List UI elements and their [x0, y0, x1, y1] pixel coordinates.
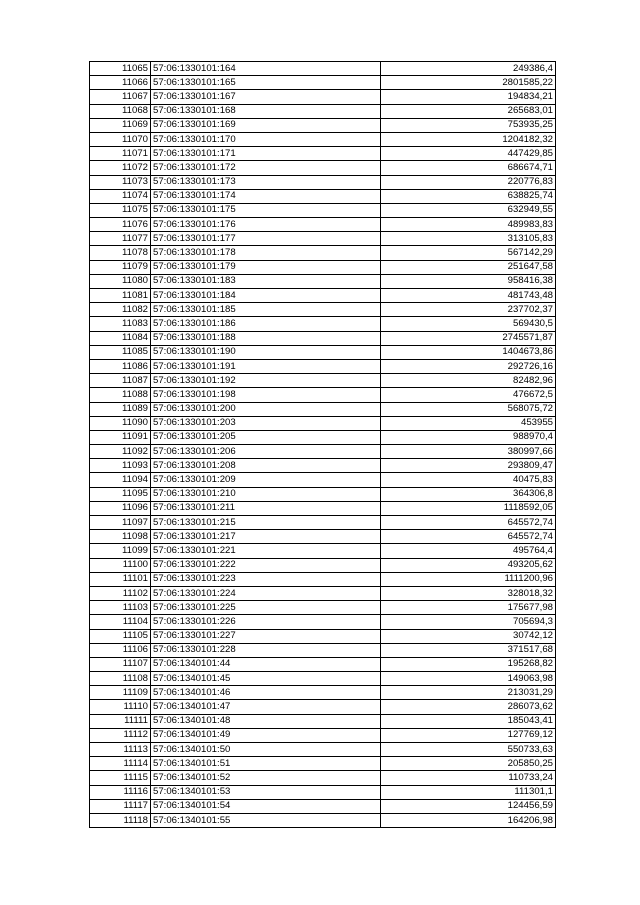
- cadastral-number-cell: 57:06:1330101:206: [151, 445, 381, 459]
- table-row: [90, 260, 556, 274]
- table-body: [90, 62, 556, 828]
- table-row: [90, 615, 556, 629]
- cadastral-number-cell: 57:06:1330101:203: [151, 416, 381, 430]
- row-number-cell: 11082: [90, 303, 151, 317]
- cadastral-value-cell: 124456,59: [381, 799, 556, 813]
- row-number-cell: 11067: [90, 90, 151, 104]
- cadastral-value-cell: 251647,58: [381, 260, 556, 274]
- cadastral-number-cell: 57:06:1340101:54: [151, 799, 381, 813]
- row-number-cell: 11079: [90, 260, 151, 274]
- row-number-cell: 11111: [90, 714, 151, 728]
- cadastral-number-cell: 57:06:1330101:215: [151, 516, 381, 530]
- cadastral-value-cell: 1404673,86: [381, 345, 556, 359]
- cadastral-value-cell: 195268,82: [381, 657, 556, 671]
- cadastral-number-cell: 57:06:1330101:177: [151, 232, 381, 246]
- row-number-cell: 11112: [90, 728, 151, 742]
- cadastral-value-cell: 550733,63: [381, 743, 556, 757]
- cadastral-value-cell: 111301,1: [381, 785, 556, 799]
- cadastral-number-cell: 57:06:1330101:175: [151, 203, 381, 217]
- cadastral-number-cell: 57:06:1340101:44: [151, 657, 381, 671]
- table-row: [90, 232, 556, 246]
- row-number-cell: 11083: [90, 317, 151, 331]
- table-row: [90, 487, 556, 501]
- row-number-cell: 11084: [90, 331, 151, 345]
- cadastral-value-cell: 149063,98: [381, 672, 556, 686]
- cadastral-number-cell: 57:06:1330101:227: [151, 629, 381, 643]
- cadastral-value-cell: 686674,71: [381, 161, 556, 175]
- table-row: [90, 672, 556, 686]
- cadastral-number-cell: 57:06:1330101:222: [151, 558, 381, 572]
- cadastral-value-cell: 705694,3: [381, 615, 556, 629]
- table-row: [90, 757, 556, 771]
- cadastral-number-cell: 57:06:1330101:176: [151, 218, 381, 232]
- row-number-cell: 11069: [90, 118, 151, 132]
- cadastral-number-cell: 57:06:1330101:171: [151, 147, 381, 161]
- row-number-cell: 11080: [90, 274, 151, 288]
- row-number-cell: 11100: [90, 558, 151, 572]
- table-row: [90, 601, 556, 615]
- cadastral-number-cell: 57:06:1340101:49: [151, 728, 381, 742]
- row-number-cell: 11089: [90, 402, 151, 416]
- cadastral-number-cell: 57:06:1330101:210: [151, 487, 381, 501]
- row-number-cell: 11081: [90, 289, 151, 303]
- table-row: [90, 161, 556, 175]
- cadastral-value-cell: 493205,62: [381, 558, 556, 572]
- row-number-cell: 11075: [90, 203, 151, 217]
- cadastral-value-cell: 220776,83: [381, 175, 556, 189]
- table-row: [90, 345, 556, 359]
- row-number-cell: 11074: [90, 189, 151, 203]
- table-row: [90, 430, 556, 444]
- table-row: [90, 132, 556, 146]
- cadastral-number-cell: 57:06:1340101:50: [151, 743, 381, 757]
- table-row: [90, 104, 556, 118]
- table-row: [90, 473, 556, 487]
- cadastral-number-cell: 57:06:1330101:211: [151, 501, 381, 515]
- cadastral-value-cell: 292726,16: [381, 359, 556, 373]
- cadastral-value-cell: 569430,5: [381, 317, 556, 331]
- table-row: [90, 728, 556, 742]
- row-number-cell: 11086: [90, 359, 151, 373]
- cadastral-value-cell: 958416,38: [381, 274, 556, 288]
- row-number-cell: 11116: [90, 785, 151, 799]
- cadastral-number-cell: 57:06:1330101:168: [151, 104, 381, 118]
- row-number-cell: 11108: [90, 672, 151, 686]
- cadastral-number-cell: 57:06:1330101:198: [151, 388, 381, 402]
- row-number-cell: 11091: [90, 430, 151, 444]
- cadastral-value-cell: 175677,98: [381, 601, 556, 615]
- row-number-cell: 11099: [90, 544, 151, 558]
- cadastral-number-cell: 57:06:1330101:169: [151, 118, 381, 132]
- cadastral-value-cell: 213031,29: [381, 686, 556, 700]
- cadastral-number-cell: 57:06:1330101:165: [151, 76, 381, 90]
- table-row: [90, 714, 556, 728]
- cadastral-value-cell: 205850,25: [381, 757, 556, 771]
- cadastral-value-cell: 265683,01: [381, 104, 556, 118]
- table-row: [90, 118, 556, 132]
- table-row: [90, 76, 556, 90]
- cadastral-value-cell: 988970,4: [381, 430, 556, 444]
- cadastral-number-cell: 57:06:1330101:167: [151, 90, 381, 104]
- cadastral-value-cell: 82482,96: [381, 374, 556, 388]
- table-row: [90, 317, 556, 331]
- table-row: [90, 530, 556, 544]
- table-row: [90, 459, 556, 473]
- cadastral-number-cell: 57:06:1330101:192: [151, 374, 381, 388]
- table-row: [90, 501, 556, 515]
- cadastral-number-cell: 57:06:1330101:226: [151, 615, 381, 629]
- row-number-cell: 11094: [90, 473, 151, 487]
- cadastral-number-cell: 57:06:1330101:223: [151, 572, 381, 586]
- cadastral-number-cell: 57:06:1340101:47: [151, 700, 381, 714]
- row-number-cell: 11104: [90, 615, 151, 629]
- table-row: [90, 586, 556, 600]
- cadastral-number-cell: 57:06:1330101:164: [151, 62, 381, 76]
- cadastral-value-table: [89, 61, 556, 828]
- cadastral-number-cell: 57:06:1330101:170: [151, 132, 381, 146]
- cadastral-number-cell: 57:06:1330101:205: [151, 430, 381, 444]
- cadastral-number-cell: 57:06:1330101:225: [151, 601, 381, 615]
- row-number-cell: 11102: [90, 586, 151, 600]
- table-row: [90, 359, 556, 373]
- cadastral-value-cell: 753935,25: [381, 118, 556, 132]
- cadastral-value-cell: 645572,74: [381, 516, 556, 530]
- table-row: [90, 771, 556, 785]
- table-row: [90, 629, 556, 643]
- table-row: [90, 799, 556, 813]
- cadastral-value-cell: 286073,62: [381, 700, 556, 714]
- cadastral-number-cell: 57:06:1330101:221: [151, 544, 381, 558]
- table-row: [90, 289, 556, 303]
- table-row: [90, 416, 556, 430]
- cadastral-value-cell: 1111200,96: [381, 572, 556, 586]
- row-number-cell: 11085: [90, 345, 151, 359]
- row-number-cell: 11101: [90, 572, 151, 586]
- cadastral-number-cell: 57:06:1340101:45: [151, 672, 381, 686]
- cadastral-value-cell: 453955: [381, 416, 556, 430]
- row-number-cell: 11110: [90, 700, 151, 714]
- row-number-cell: 11076: [90, 218, 151, 232]
- cadastral-value-cell: 237702,37: [381, 303, 556, 317]
- row-number-cell: 11066: [90, 76, 151, 90]
- table-row: [90, 657, 556, 671]
- row-number-cell: 11097: [90, 516, 151, 530]
- table-row: [90, 572, 556, 586]
- table-row: [90, 643, 556, 657]
- table-row: [90, 402, 556, 416]
- cadastral-number-cell: 57:06:1330101:224: [151, 586, 381, 600]
- table-row: [90, 274, 556, 288]
- cadastral-number-cell: 57:06:1330101:200: [151, 402, 381, 416]
- row-number-cell: 11095: [90, 487, 151, 501]
- cadastral-number-cell: 57:06:1330101:188: [151, 331, 381, 345]
- row-number-cell: 11070: [90, 132, 151, 146]
- cadastral-value-cell: 110733,24: [381, 771, 556, 785]
- table-row: [90, 303, 556, 317]
- cadastral-value-cell: 645572,74: [381, 530, 556, 544]
- row-number-cell: 11090: [90, 416, 151, 430]
- cadastral-value-cell: 293809,47: [381, 459, 556, 473]
- table-row: [90, 686, 556, 700]
- table-row: [90, 743, 556, 757]
- cadastral-number-cell: 57:06:1340101:53: [151, 785, 381, 799]
- cadastral-value-cell: 476672,5: [381, 388, 556, 402]
- cadastral-value-cell: 568075,72: [381, 402, 556, 416]
- row-number-cell: 11098: [90, 530, 151, 544]
- cadastral-number-cell: 57:06:1340101:55: [151, 813, 381, 827]
- table-row: [90, 218, 556, 232]
- cadastral-value-cell: 194834,21: [381, 90, 556, 104]
- cadastral-value-cell: 567142,29: [381, 246, 556, 260]
- table-row: [90, 203, 556, 217]
- cadastral-number-cell: 57:06:1330101:179: [151, 260, 381, 274]
- cadastral-number-cell: 57:06:1330101:173: [151, 175, 381, 189]
- row-number-cell: 11113: [90, 743, 151, 757]
- table-row: [90, 62, 556, 76]
- cadastral-value-cell: 164206,98: [381, 813, 556, 827]
- cadastral-number-cell: 57:06:1330101:178: [151, 246, 381, 260]
- cadastral-value-cell: 127769,12: [381, 728, 556, 742]
- cadastral-number-cell: 57:06:1330101:172: [151, 161, 381, 175]
- table-row: [90, 189, 556, 203]
- cadastral-value-cell: 380997,66: [381, 445, 556, 459]
- cadastral-number-cell: 57:06:1340101:52: [151, 771, 381, 785]
- cadastral-number-cell: 57:06:1340101:51: [151, 757, 381, 771]
- cadastral-value-cell: 371517,68: [381, 643, 556, 657]
- table-row: [90, 90, 556, 104]
- row-number-cell: 11107: [90, 657, 151, 671]
- table-row: [90, 147, 556, 161]
- cadastral-value-cell: 495764,4: [381, 544, 556, 558]
- cadastral-value-cell: 185043,41: [381, 714, 556, 728]
- cadastral-value-cell: 447429,85: [381, 147, 556, 161]
- row-number-cell: 11092: [90, 445, 151, 459]
- row-number-cell: 11103: [90, 601, 151, 615]
- row-number-cell: 11072: [90, 161, 151, 175]
- row-number-cell: 11073: [90, 175, 151, 189]
- row-number-cell: 11105: [90, 629, 151, 643]
- table-row: [90, 246, 556, 260]
- table-row: [90, 374, 556, 388]
- table-row: [90, 331, 556, 345]
- row-number-cell: 11077: [90, 232, 151, 246]
- cadastral-number-cell: 57:06:1330101:208: [151, 459, 381, 473]
- table-row: [90, 544, 556, 558]
- cadastral-number-cell: 57:06:1330101:228: [151, 643, 381, 657]
- cadastral-number-cell: 57:06:1330101:217: [151, 530, 381, 544]
- cadastral-value-cell: 40475,83: [381, 473, 556, 487]
- row-number-cell: 11065: [90, 62, 151, 76]
- cadastral-number-cell: 57:06:1330101:184: [151, 289, 381, 303]
- table-row: [90, 813, 556, 827]
- row-number-cell: 11115: [90, 771, 151, 785]
- row-number-cell: 11071: [90, 147, 151, 161]
- cadastral-value-cell: 1204182,32: [381, 132, 556, 146]
- table-row: [90, 445, 556, 459]
- cadastral-value-cell: 249386,4: [381, 62, 556, 76]
- row-number-cell: 11117: [90, 799, 151, 813]
- table-row: [90, 558, 556, 572]
- cadastral-value-cell: 2801585,22: [381, 76, 556, 90]
- cadastral-value-cell: 1118592,05: [381, 501, 556, 515]
- cadastral-number-cell: 57:06:1330101:190: [151, 345, 381, 359]
- cadastral-value-cell: 481743,48: [381, 289, 556, 303]
- cadastral-number-cell: 57:06:1330101:174: [151, 189, 381, 203]
- row-number-cell: 11088: [90, 388, 151, 402]
- table-row: [90, 700, 556, 714]
- table-row: [90, 388, 556, 402]
- row-number-cell: 11087: [90, 374, 151, 388]
- cadastral-number-cell: 57:06:1330101:191: [151, 359, 381, 373]
- row-number-cell: 11114: [90, 757, 151, 771]
- cadastral-value-cell: 2745571,87: [381, 331, 556, 345]
- row-number-cell: 11068: [90, 104, 151, 118]
- cadastral-number-cell: 57:06:1330101:186: [151, 317, 381, 331]
- cadastral-value-cell: 632949,55: [381, 203, 556, 217]
- cadastral-value-cell: 328018,32: [381, 586, 556, 600]
- row-number-cell: 11096: [90, 501, 151, 515]
- cadastral-value-cell: 638825,74: [381, 189, 556, 203]
- cadastral-value-cell: 30742,12: [381, 629, 556, 643]
- cadastral-number-cell: 57:06:1340101:48: [151, 714, 381, 728]
- cadastral-number-cell: 57:06:1330101:183: [151, 274, 381, 288]
- cadastral-number-cell: 57:06:1330101:185: [151, 303, 381, 317]
- row-number-cell: 11118: [90, 813, 151, 827]
- cadastral-value-cell: 364306,8: [381, 487, 556, 501]
- table-row: [90, 175, 556, 189]
- cadastral-value-cell: 313105,83: [381, 232, 556, 246]
- row-number-cell: 11093: [90, 459, 151, 473]
- table-row: [90, 516, 556, 530]
- table-row: [90, 785, 556, 799]
- row-number-cell: 11078: [90, 246, 151, 260]
- cadastral-value-cell: 489983,83: [381, 218, 556, 232]
- cadastral-number-cell: 57:06:1330101:209: [151, 473, 381, 487]
- cadastral-number-cell: 57:06:1340101:46: [151, 686, 381, 700]
- row-number-cell: 11109: [90, 686, 151, 700]
- row-number-cell: 11106: [90, 643, 151, 657]
